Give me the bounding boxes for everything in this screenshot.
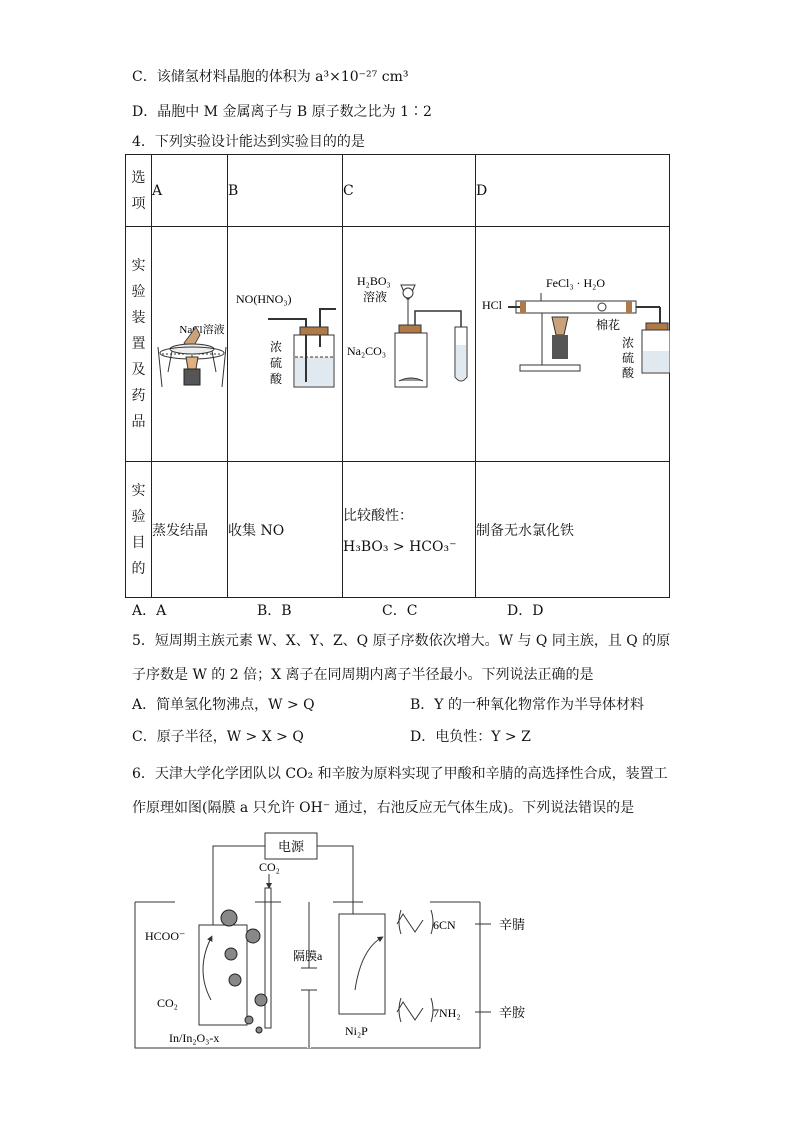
co2-top-label: CO₂ [259,860,280,874]
q4-option-header: 选 项 [126,155,152,227]
h3bo3-label: H₂BO₃ [357,274,391,288]
fecl3-apparatus-image [476,227,670,457]
svg-text:溶液: 溶液 [363,290,388,304]
svg-text:硫: 硫 [270,356,283,370]
q4-answer-options [132,600,632,620]
q4-experiment-table [125,154,670,598]
no-gas-label: NO(HNO₃) [236,292,292,306]
q5-stem-line2: 子序数是 W 的 2 倍；X 离子在同周期内离子半径最小。下列说法正确的是 [132,667,594,683]
svg-text:酸: 酸 [270,372,283,386]
q4-apparatus-b [228,227,343,462]
right-electrode [339,914,385,1014]
q4-apparatus-header: 实 验 装 置 及 药 品 [126,227,152,462]
membrane-label: 隔膜a [293,949,323,963]
q5-option-c[interactable]: C．原子半径，W > X > Q [132,729,304,745]
q4-col-a: A [152,155,228,227]
nacl-label: NaCl溶液 [179,324,225,336]
svg-text:酸: 酸 [622,366,635,380]
q4-col-b: B [228,155,343,227]
right-electrode-label: Ni₂P [345,1024,368,1038]
q3-option-d: D．晶胞中 M 金属离子与 B 原子数之比为 1∶2 [132,104,432,120]
q4-stem: 4．下列实验设计能达到实验目的的是 [132,134,365,150]
q3-option-c: C．该储氢材料晶胞的体积为 a³×10⁻²⁷ cm³ [132,69,409,85]
fecl3-label: FeCl₃ · H₂O [546,276,606,290]
q4-header-row [126,155,670,227]
hcl-label: HCl [482,298,503,312]
q4-col-d: D [476,155,670,227]
octylamine-label: 辛胺 [499,1005,526,1020]
power-label: 电源 [277,839,305,854]
q5-option-b[interactable]: B．Y 的一种氧化物常作为半导体材料 [410,697,644,713]
svg-text:浓: 浓 [622,336,635,350]
q4-purpose-c: 比较酸性： H₃BO₃ > HCO₃⁻ [343,462,476,598]
q4-answer-c[interactable]: C．C [382,603,418,619]
q4-purpose-d: 制备无水氯化铁 [476,462,670,598]
q4-apparatus-d [476,227,670,462]
cn-chain-label: 6CN [433,918,456,932]
q6-stem-line1: 6．天津大学化学团队以 CO₂ 和辛胺为原料实现了甲酸和辛腈的高选择性合成，装置工 [132,766,668,782]
left-electrode-label: In/In₂O₃-x [169,1031,220,1045]
q4-col-c: C [343,155,476,227]
q4-answer-b[interactable]: B．B [257,603,292,619]
co2-left-label: CO₂ [157,996,178,1010]
hcoo-label: HCOO⁻ [145,929,186,943]
q4-apparatus-row [126,227,670,462]
q4-purpose-row [126,462,670,598]
acid-compare-apparatus-image [343,227,476,457]
q4-purpose-header: 实 验 目 的 [126,462,152,598]
electrolysis-diagram [125,830,545,1055]
q5-stem-line1: 5．短周期主族元素 W、X、Y、Z、Q 原子序数依次增大。W 与 Q 同主族，且 Q 的原 [132,633,671,649]
q4-answer-a[interactable]: A．A [132,603,167,619]
svg-text:浓: 浓 [270,340,283,354]
q6-stem-line2: 作原理如图(隔膜 a 只允许 OH⁻ 通过，右池反应无气体生成)。下列说法错误的是 [132,800,635,816]
q4-apparatus-c [343,227,476,462]
svg-text:硫: 硫 [622,351,635,365]
q5-option-a[interactable]: A．简单氢化物沸点，W > Q [132,697,315,713]
q4-answer-d[interactable]: D．D [507,603,544,619]
svg-text:棉花: 棉花 [596,318,621,332]
octanenitrile-label: 辛腈 [499,917,526,932]
q5-option-d[interactable]: D．电负性：Y > Z [410,729,531,745]
nh2-chain-label: 7NH₂ [433,1006,461,1020]
q4-apparatus-a [152,227,228,462]
evaporation-apparatus-image [152,227,228,457]
gas-collection-apparatus-image [228,227,343,457]
na2co3-label: Na₂CO₃ [347,344,387,358]
q4-purpose-b: 收集 NO [228,462,343,598]
q4-purpose-a: 蒸发结晶 [152,462,228,598]
left-electrode [199,925,247,1025]
